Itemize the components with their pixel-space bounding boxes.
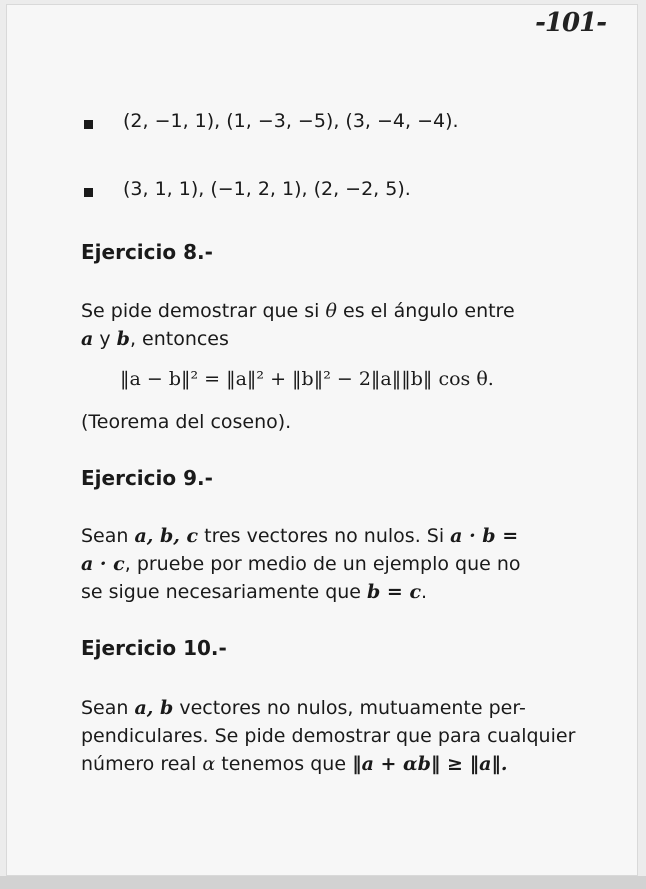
text: Se pide demostrar que si xyxy=(81,300,326,322)
text: tenemos que xyxy=(215,753,353,775)
exercise-8-line-2 xyxy=(81,326,229,352)
bullet-item-1: (2, −1, 1), (1, −3, −5), (3, −4, −4). xyxy=(123,110,459,132)
text: . xyxy=(421,581,428,603)
page-number: -101- xyxy=(535,8,606,38)
text: número real xyxy=(81,753,203,775)
bullet-marker xyxy=(84,188,93,197)
vectors-ab: a, b xyxy=(134,697,174,719)
vector-b: b xyxy=(116,328,130,350)
exercise-9-heading: Ejercicio 9.- xyxy=(81,466,213,490)
exercise-8-line-1 xyxy=(81,298,515,324)
text: Sean xyxy=(81,697,135,719)
vectors-abc: a, b, c xyxy=(134,525,199,547)
bullet-item-2: (3, 1, 1), (−1, 2, 1), (2, −2, 5). xyxy=(123,178,411,200)
dot-product-ab: a · b = xyxy=(450,525,519,547)
text: y xyxy=(93,328,117,350)
b-equals-c: b = c xyxy=(367,581,422,603)
dot-product-ac: a · c xyxy=(81,553,125,575)
vector-a: a xyxy=(81,328,94,350)
text: tres vectores no nulos. Si xyxy=(198,525,451,547)
exercise-9-line-2 xyxy=(81,551,521,577)
text: , entonces xyxy=(129,328,229,350)
bullet-marker xyxy=(84,120,93,129)
text: vectores no nulos, mutuamente per- xyxy=(173,697,526,719)
exercise-10-line-2: pendiculares. Se pide demostrar que para cualquier xyxy=(81,725,576,747)
exercise-8-note: (Teorema del coseno). xyxy=(81,411,292,433)
exercise-9-line-3 xyxy=(81,579,427,605)
document-page xyxy=(6,4,638,876)
norm-inequality: ‖a + αb‖ ≥ ‖a‖. xyxy=(352,753,508,775)
exercise-8-heading: Ejercicio 8.- xyxy=(81,240,213,264)
scan-bottom-edge xyxy=(0,876,646,889)
text: es el ángulo entre xyxy=(336,300,515,322)
law-of-cosines-formula: ‖a − b‖² = ‖a‖² + ‖b‖² − 2‖a‖‖b‖ cos θ. xyxy=(120,368,494,390)
exercise-10-heading: Ejercicio 10.- xyxy=(81,636,227,660)
exercise-10-line-3 xyxy=(81,751,508,777)
text: Sean xyxy=(81,525,135,547)
exercise-10-line-1 xyxy=(81,695,526,721)
alpha-symbol: α xyxy=(202,753,216,775)
text: se sigue necesariamente que xyxy=(81,581,368,603)
exercise-9-line-1 xyxy=(81,523,518,549)
text: , pruebe por medio de un ejemplo que no xyxy=(124,553,521,575)
theta-symbol: θ xyxy=(325,300,337,322)
